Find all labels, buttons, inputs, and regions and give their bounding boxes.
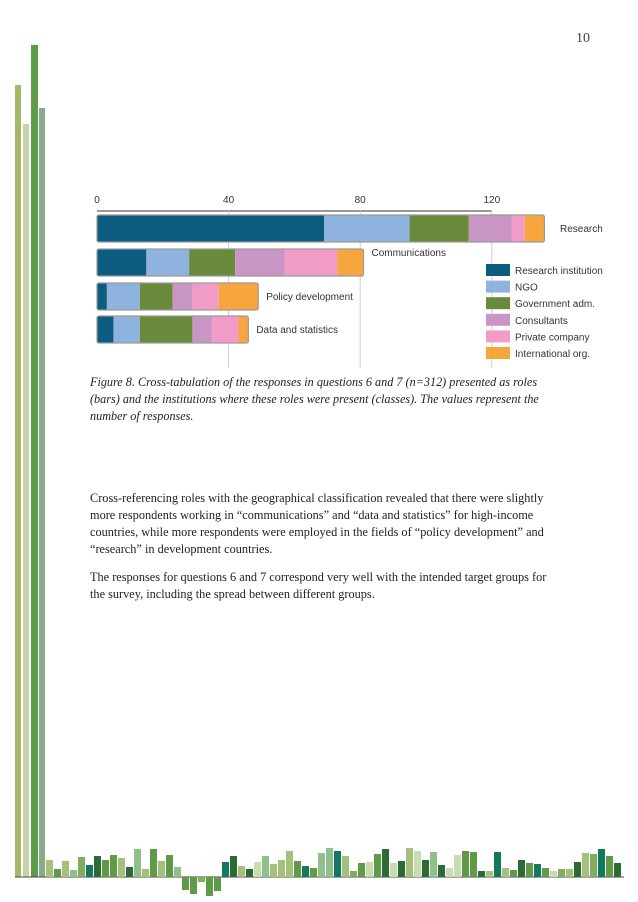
- x-tick-label: 80: [354, 195, 366, 206]
- bar-segment: [285, 249, 338, 276]
- x-tick-label: 40: [223, 195, 235, 206]
- bar-segment: [219, 283, 258, 310]
- body-text: [90, 490, 550, 614]
- category-label: Communications: [371, 248, 446, 259]
- legend-swatch: [486, 314, 510, 326]
- bar-segment: [97, 316, 113, 343]
- category-label: Policy development: [266, 292, 353, 303]
- bar-segment: [192, 316, 212, 343]
- bar-segment: [324, 215, 410, 242]
- legend-swatch: [486, 297, 510, 309]
- legend-label: NGO: [515, 282, 538, 294]
- bar-segment: [97, 249, 146, 276]
- x-tick-label: 0: [94, 195, 100, 206]
- bar-segment: [97, 283, 107, 310]
- figure-caption: Figure 8. Cross-tabulation of the responses in questions 6 and 7 (n=312) presented as roles (bars) and the institutions where these roles were present (classes). The values represent the number of responses.: [90, 375, 539, 423]
- bar-segment: [212, 316, 238, 343]
- bar-segment: [192, 283, 218, 310]
- bar-segment: [107, 283, 140, 310]
- category-label: Research: [560, 224, 603, 235]
- page-number: 10: [576, 31, 590, 46]
- legend-label: Consultants: [515, 315, 568, 327]
- x-tick-label: 120: [483, 195, 501, 206]
- bar-segment: [140, 316, 193, 343]
- bar-segment: [189, 249, 235, 276]
- paragraph: The responses for questions 6 and 7 correspond very well with the intended target groups for the survey, including the spread between different groups.: [90, 570, 547, 601]
- bar-segment: [525, 215, 545, 242]
- bar-segment: [238, 316, 248, 343]
- legend-swatch: [486, 330, 510, 342]
- bar-segment: [337, 249, 363, 276]
- bar-segment: [97, 215, 324, 242]
- legend-swatch: [486, 281, 510, 293]
- bar-segment: [113, 316, 139, 343]
- bar-segment: [469, 215, 512, 242]
- legend-swatch: [486, 347, 510, 359]
- bar-segment: [146, 249, 189, 276]
- bar-segment: [140, 283, 173, 310]
- bar-segment: [173, 283, 193, 310]
- category-label: Data and statistics: [256, 325, 339, 336]
- legend-label: Private company: [515, 332, 590, 344]
- legend-label: Research institution: [515, 266, 603, 277]
- paragraph: Cross-referencing roles with the geographical classification revealed that there were slightly more respondents working in “communications” and “data and statistics” for high-income countries, while more respondents were employed in the fields of “policy development” and “research” in development countries.: [90, 491, 544, 556]
- bar-segment: [235, 249, 284, 276]
- bar-segment: [512, 215, 525, 242]
- legend-label: Government adm.: [515, 299, 596, 311]
- bar-segment: [410, 215, 469, 242]
- legend-swatch: [486, 264, 510, 276]
- legend-label: International org.: [515, 349, 591, 360]
